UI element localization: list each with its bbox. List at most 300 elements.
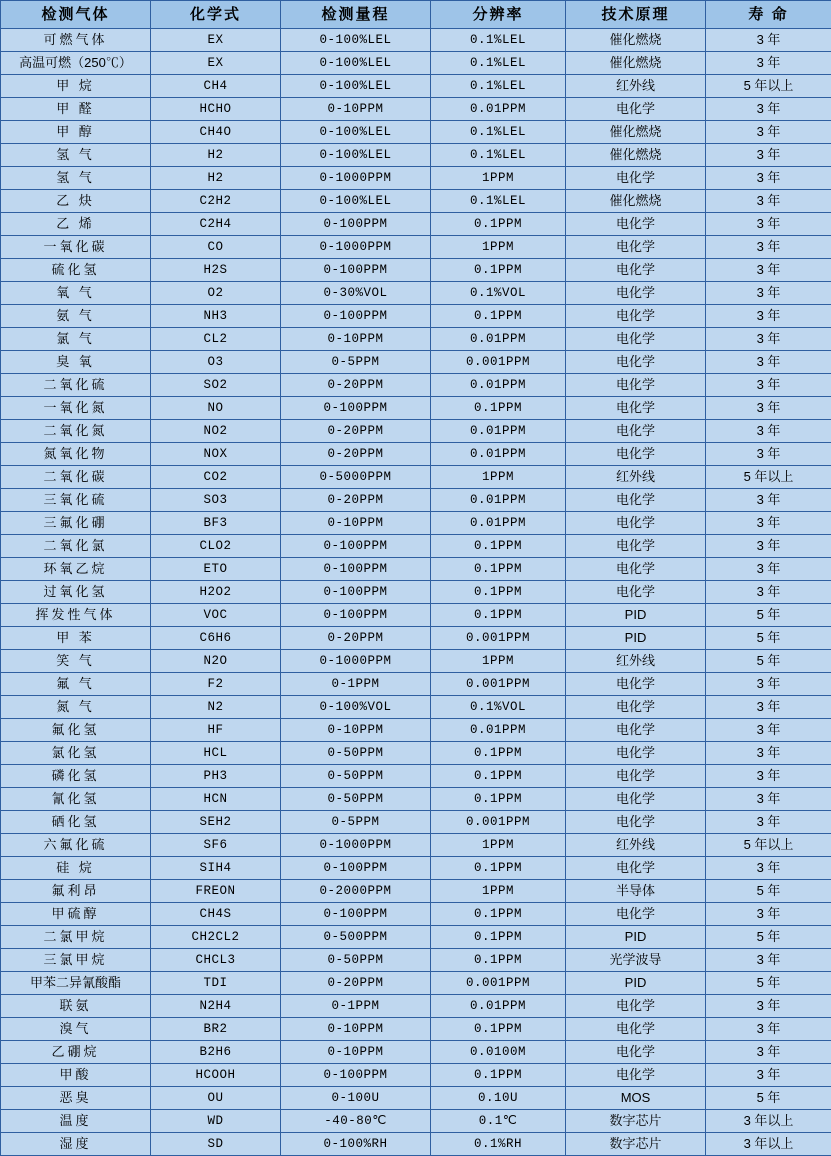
cell-gas-name: 甲 醛 bbox=[1, 98, 151, 121]
cell-lifetime: 3 年 bbox=[706, 857, 831, 880]
cell-resolution: 0.001PPM bbox=[431, 811, 566, 834]
cell-chemical-formula: SF6 bbox=[151, 834, 281, 857]
cell-resolution: 0.1%LEL bbox=[431, 75, 566, 98]
cell-technical-principle: 电化学 bbox=[566, 788, 706, 811]
cell-detection-range: 0-100PPM bbox=[281, 857, 431, 880]
cell-lifetime: 3 年 bbox=[706, 719, 831, 742]
cell-gas-name: 可燃气体 bbox=[1, 29, 151, 52]
cell-resolution: 0.1PPM bbox=[431, 581, 566, 604]
cell-detection-range: 0-50PPM bbox=[281, 788, 431, 811]
table-row bbox=[1, 144, 831, 167]
cell-technical-principle: 电化学 bbox=[566, 489, 706, 512]
cell-chemical-formula: SEH2 bbox=[151, 811, 281, 834]
table-row bbox=[1, 1064, 831, 1087]
cell-gas-name: 氨 气 bbox=[1, 305, 151, 328]
cell-gas-name: 氮氧化物 bbox=[1, 443, 151, 466]
cell-resolution: 0.001PPM bbox=[431, 351, 566, 374]
table-row bbox=[1, 696, 831, 719]
cell-gas-name: 硒化氢 bbox=[1, 811, 151, 834]
table-row bbox=[1, 972, 831, 995]
cell-chemical-formula: OU bbox=[151, 1087, 281, 1110]
cell-lifetime: 5 年以上 bbox=[706, 75, 831, 98]
table-row bbox=[1, 351, 831, 374]
cell-technical-principle: 电化学 bbox=[566, 397, 706, 420]
cell-gas-name: 三氟化硼 bbox=[1, 512, 151, 535]
cell-lifetime: 3 年 bbox=[706, 1064, 831, 1087]
cell-resolution: 0.001PPM bbox=[431, 972, 566, 995]
cell-lifetime: 3 年 bbox=[706, 949, 831, 972]
cell-lifetime: 3 年 bbox=[706, 673, 831, 696]
cell-detection-range: 0-100PPM bbox=[281, 903, 431, 926]
cell-technical-principle: 电化学 bbox=[566, 995, 706, 1018]
cell-gas-name: 笑 气 bbox=[1, 650, 151, 673]
cell-resolution: 1PPM bbox=[431, 466, 566, 489]
cell-chemical-formula: CLO2 bbox=[151, 535, 281, 558]
cell-gas-name: 乙 炔 bbox=[1, 190, 151, 213]
cell-detection-range: 0-50PPM bbox=[281, 765, 431, 788]
cell-resolution: 0.1PPM bbox=[431, 765, 566, 788]
cell-chemical-formula: HF bbox=[151, 719, 281, 742]
cell-chemical-formula: N2 bbox=[151, 696, 281, 719]
table-row bbox=[1, 282, 831, 305]
cell-chemical-formula: CH4S bbox=[151, 903, 281, 926]
cell-detection-range: 0-20PPM bbox=[281, 627, 431, 650]
cell-gas-name: 氟利昂 bbox=[1, 880, 151, 903]
cell-detection-range: 0-100PPM bbox=[281, 558, 431, 581]
cell-chemical-formula: H2O2 bbox=[151, 581, 281, 604]
cell-gas-name: 乙硼烷 bbox=[1, 1041, 151, 1064]
cell-lifetime: 3 年 bbox=[706, 1041, 831, 1064]
table-row bbox=[1, 305, 831, 328]
table-row bbox=[1, 29, 831, 52]
cell-resolution: 0.1PPM bbox=[431, 305, 566, 328]
table-row bbox=[1, 98, 831, 121]
cell-gas-name: 臭 氧 bbox=[1, 351, 151, 374]
cell-detection-range: 0-100%LEL bbox=[281, 121, 431, 144]
cell-gas-name: 二氧化碳 bbox=[1, 466, 151, 489]
cell-gas-name: 甲 烷 bbox=[1, 75, 151, 98]
table-row bbox=[1, 328, 831, 351]
cell-chemical-formula: WD bbox=[151, 1110, 281, 1133]
table-row bbox=[1, 834, 831, 857]
cell-technical-principle: 红外线 bbox=[566, 650, 706, 673]
cell-gas-name: 甲 苯 bbox=[1, 627, 151, 650]
cell-detection-range: 0-10PPM bbox=[281, 1041, 431, 1064]
cell-gas-name: 三氯甲烷 bbox=[1, 949, 151, 972]
cell-detection-range: 0-100PPM bbox=[281, 397, 431, 420]
cell-lifetime: 5 年 bbox=[706, 1087, 831, 1110]
table-row bbox=[1, 397, 831, 420]
cell-gas-name: 一氧化氮 bbox=[1, 397, 151, 420]
cell-technical-principle: 催化燃烧 bbox=[566, 29, 706, 52]
cell-chemical-formula: F2 bbox=[151, 673, 281, 696]
table-row bbox=[1, 443, 831, 466]
table-row bbox=[1, 581, 831, 604]
cell-lifetime: 5 年 bbox=[706, 926, 831, 949]
cell-resolution: 0.1PPM bbox=[431, 742, 566, 765]
cell-lifetime: 3 年 bbox=[706, 305, 831, 328]
table-row bbox=[1, 880, 831, 903]
cell-technical-principle: 电化学 bbox=[566, 305, 706, 328]
cell-lifetime: 5 年以上 bbox=[706, 834, 831, 857]
cell-detection-range: 0-5PPM bbox=[281, 811, 431, 834]
cell-lifetime: 3 年 bbox=[706, 259, 831, 282]
cell-gas-name: 氢 气 bbox=[1, 144, 151, 167]
cell-gas-name: 甲苯二异氰酸酯 bbox=[1, 972, 151, 995]
cell-technical-principle: 数字芯片 bbox=[566, 1110, 706, 1133]
cell-chemical-formula: FREON bbox=[151, 880, 281, 903]
cell-chemical-formula: H2S bbox=[151, 259, 281, 282]
table-row bbox=[1, 121, 831, 144]
cell-detection-range: 0-100PPM bbox=[281, 259, 431, 282]
cell-resolution: 0.01PPM bbox=[431, 328, 566, 351]
cell-detection-range: 0-50PPM bbox=[281, 742, 431, 765]
cell-chemical-formula: N2H4 bbox=[151, 995, 281, 1018]
cell-gas-name: 磷化氢 bbox=[1, 765, 151, 788]
cell-resolution: 0.1%LEL bbox=[431, 29, 566, 52]
cell-resolution: 0.01PPM bbox=[431, 443, 566, 466]
column-header-range: 检测量程 bbox=[281, 1, 431, 29]
cell-chemical-formula: ETO bbox=[151, 558, 281, 581]
table-row bbox=[1, 466, 831, 489]
cell-gas-name: 硫化氢 bbox=[1, 259, 151, 282]
cell-lifetime: 5 年 bbox=[706, 880, 831, 903]
cell-detection-range: 0-100PPM bbox=[281, 213, 431, 236]
cell-detection-range: 0-100%LEL bbox=[281, 190, 431, 213]
cell-resolution: 0.1PPM bbox=[431, 857, 566, 880]
cell-lifetime: 3 年 bbox=[706, 512, 831, 535]
cell-lifetime: 3 年 bbox=[706, 282, 831, 305]
cell-technical-principle: 电化学 bbox=[566, 167, 706, 190]
cell-chemical-formula: CH2CL2 bbox=[151, 926, 281, 949]
cell-chemical-formula: CHCL3 bbox=[151, 949, 281, 972]
cell-gas-name: 环氧乙烷 bbox=[1, 558, 151, 581]
cell-detection-range: 0-30%VOL bbox=[281, 282, 431, 305]
cell-technical-principle: 电化学 bbox=[566, 696, 706, 719]
cell-gas-name: 挥发性气体 bbox=[1, 604, 151, 627]
cell-resolution: 0.1%VOL bbox=[431, 696, 566, 719]
table-row bbox=[1, 213, 831, 236]
cell-resolution: 1PPM bbox=[431, 650, 566, 673]
table-row bbox=[1, 765, 831, 788]
cell-resolution: 0.001PPM bbox=[431, 627, 566, 650]
cell-technical-principle: 光学波导 bbox=[566, 949, 706, 972]
cell-resolution: 1PPM bbox=[431, 167, 566, 190]
cell-detection-range: 0-20PPM bbox=[281, 420, 431, 443]
cell-detection-range: 0-1000PPM bbox=[281, 650, 431, 673]
table-header bbox=[1, 1, 831, 29]
cell-lifetime: 3 年 bbox=[706, 144, 831, 167]
cell-detection-range: 0-100%LEL bbox=[281, 29, 431, 52]
table-row bbox=[1, 259, 831, 282]
column-header-lifetime: 寿 命 bbox=[706, 1, 831, 29]
cell-lifetime: 5 年以上 bbox=[706, 466, 831, 489]
cell-lifetime: 3 年 bbox=[706, 995, 831, 1018]
cell-resolution: 0.1PPM bbox=[431, 397, 566, 420]
cell-technical-principle: 电化学 bbox=[566, 420, 706, 443]
cell-technical-principle: 电化学 bbox=[566, 1018, 706, 1041]
cell-detection-range: 0-100%RH bbox=[281, 1133, 431, 1156]
cell-resolution: 0.1%VOL bbox=[431, 282, 566, 305]
cell-resolution: 0.1PPM bbox=[431, 788, 566, 811]
cell-chemical-formula: N2O bbox=[151, 650, 281, 673]
cell-lifetime: 3 年 bbox=[706, 489, 831, 512]
cell-gas-name: 氯 气 bbox=[1, 328, 151, 351]
cell-lifetime: 3 年 bbox=[706, 1018, 831, 1041]
cell-technical-principle: 红外线 bbox=[566, 75, 706, 98]
cell-resolution: 0.01PPM bbox=[431, 420, 566, 443]
cell-resolution: 0.1%LEL bbox=[431, 121, 566, 144]
cell-technical-principle: 电化学 bbox=[566, 903, 706, 926]
cell-chemical-formula: H2 bbox=[151, 144, 281, 167]
cell-resolution: 0.1PPM bbox=[431, 926, 566, 949]
table-row bbox=[1, 374, 831, 397]
cell-chemical-formula: O2 bbox=[151, 282, 281, 305]
cell-gas-name: 二氯甲烷 bbox=[1, 926, 151, 949]
cell-resolution: 1PPM bbox=[431, 834, 566, 857]
table-body bbox=[1, 29, 831, 1156]
table-row bbox=[1, 857, 831, 880]
cell-technical-principle: 电化学 bbox=[566, 213, 706, 236]
cell-gas-name: 硅 烷 bbox=[1, 857, 151, 880]
cell-technical-principle: 催化燃烧 bbox=[566, 121, 706, 144]
cell-lifetime: 3 年 bbox=[706, 190, 831, 213]
cell-detection-range: 0-10PPM bbox=[281, 98, 431, 121]
cell-detection-range: 0-20PPM bbox=[281, 443, 431, 466]
table-row bbox=[1, 1087, 831, 1110]
cell-lifetime: 3 年 bbox=[706, 742, 831, 765]
column-header-formula: 化学式 bbox=[151, 1, 281, 29]
cell-resolution: 0.1PPM bbox=[431, 903, 566, 926]
cell-lifetime: 3 年 bbox=[706, 696, 831, 719]
cell-gas-name: 甲硫醇 bbox=[1, 903, 151, 926]
cell-technical-principle: 电化学 bbox=[566, 98, 706, 121]
table-row bbox=[1, 1133, 831, 1156]
cell-technical-principle: PID bbox=[566, 926, 706, 949]
table-row bbox=[1, 190, 831, 213]
cell-gas-name: 乙 烯 bbox=[1, 213, 151, 236]
cell-gas-name: 氰化氢 bbox=[1, 788, 151, 811]
cell-technical-principle: 电化学 bbox=[566, 328, 706, 351]
cell-lifetime: 3 年 bbox=[706, 351, 831, 374]
cell-resolution: 0.01PPM bbox=[431, 489, 566, 512]
column-header-gas: 检测气体 bbox=[1, 1, 151, 29]
cell-detection-range: 0-100%VOL bbox=[281, 696, 431, 719]
cell-detection-range: 0-1000PPM bbox=[281, 236, 431, 259]
cell-chemical-formula: HCN bbox=[151, 788, 281, 811]
cell-lifetime: 3 年 bbox=[706, 52, 831, 75]
table-row bbox=[1, 627, 831, 650]
cell-lifetime: 3 年以上 bbox=[706, 1110, 831, 1133]
cell-technical-principle: 电化学 bbox=[566, 259, 706, 282]
cell-resolution: 0.01PPM bbox=[431, 995, 566, 1018]
cell-chemical-formula: HCOOH bbox=[151, 1064, 281, 1087]
cell-lifetime: 3 年 bbox=[706, 167, 831, 190]
cell-lifetime: 3 年 bbox=[706, 29, 831, 52]
table-row bbox=[1, 742, 831, 765]
cell-chemical-formula: BR2 bbox=[151, 1018, 281, 1041]
table-row bbox=[1, 1018, 831, 1041]
table-row bbox=[1, 673, 831, 696]
cell-technical-principle: 电化学 bbox=[566, 558, 706, 581]
cell-gas-name: 甲 醇 bbox=[1, 121, 151, 144]
cell-resolution: 0.10U bbox=[431, 1087, 566, 1110]
cell-lifetime: 5 年 bbox=[706, 604, 831, 627]
cell-technical-principle: 催化燃烧 bbox=[566, 144, 706, 167]
cell-resolution: 1PPM bbox=[431, 236, 566, 259]
cell-resolution: 0.1%LEL bbox=[431, 190, 566, 213]
table-row bbox=[1, 1110, 831, 1133]
cell-detection-range: 0-1000PPM bbox=[281, 834, 431, 857]
cell-lifetime: 3 年以上 bbox=[706, 1133, 831, 1156]
column-header-principle: 技术原理 bbox=[566, 1, 706, 29]
cell-chemical-formula: BF3 bbox=[151, 512, 281, 535]
cell-resolution: 0.1PPM bbox=[431, 1064, 566, 1087]
table-row bbox=[1, 489, 831, 512]
cell-chemical-formula: C6H6 bbox=[151, 627, 281, 650]
table-row bbox=[1, 420, 831, 443]
cell-detection-range: 0-500PPM bbox=[281, 926, 431, 949]
cell-technical-principle: 电化学 bbox=[566, 236, 706, 259]
cell-gas-name: 高温可燃（250℃） bbox=[1, 52, 151, 75]
cell-gas-name: 氧 气 bbox=[1, 282, 151, 305]
cell-chemical-formula: CH4O bbox=[151, 121, 281, 144]
cell-resolution: 0.01PPM bbox=[431, 512, 566, 535]
cell-gas-name: 氮 气 bbox=[1, 696, 151, 719]
cell-lifetime: 3 年 bbox=[706, 98, 831, 121]
cell-detection-range: 0-100PPM bbox=[281, 535, 431, 558]
table-header-row bbox=[1, 1, 831, 29]
cell-lifetime: 3 年 bbox=[706, 581, 831, 604]
cell-chemical-formula: PH3 bbox=[151, 765, 281, 788]
table-row bbox=[1, 535, 831, 558]
cell-technical-principle: 电化学 bbox=[566, 282, 706, 305]
cell-lifetime: 3 年 bbox=[706, 903, 831, 926]
cell-gas-name: 过氧化氢 bbox=[1, 581, 151, 604]
table-row bbox=[1, 512, 831, 535]
table-row bbox=[1, 903, 831, 926]
cell-gas-name: 三氧化硫 bbox=[1, 489, 151, 512]
cell-detection-range: 0-100%LEL bbox=[281, 52, 431, 75]
cell-lifetime: 3 年 bbox=[706, 420, 831, 443]
cell-detection-range: 0-10PPM bbox=[281, 719, 431, 742]
cell-resolution: 0.1%RH bbox=[431, 1133, 566, 1156]
table-row bbox=[1, 1041, 831, 1064]
cell-lifetime: 3 年 bbox=[706, 811, 831, 834]
table-row bbox=[1, 52, 831, 75]
column-header-resolution: 分辨率 bbox=[431, 1, 566, 29]
cell-technical-principle: PID bbox=[566, 627, 706, 650]
cell-detection-range: 0-20PPM bbox=[281, 489, 431, 512]
cell-gas-name: 氢 气 bbox=[1, 167, 151, 190]
cell-technical-principle: 半导体 bbox=[566, 880, 706, 903]
cell-resolution: 0.1PPM bbox=[431, 949, 566, 972]
cell-chemical-formula: NO bbox=[151, 397, 281, 420]
table-row bbox=[1, 719, 831, 742]
cell-chemical-formula: CO2 bbox=[151, 466, 281, 489]
cell-lifetime: 3 年 bbox=[706, 328, 831, 351]
cell-technical-principle: 电化学 bbox=[566, 351, 706, 374]
cell-chemical-formula: C2H2 bbox=[151, 190, 281, 213]
cell-technical-principle: 电化学 bbox=[566, 719, 706, 742]
cell-detection-range: 0-100PPM bbox=[281, 581, 431, 604]
cell-gas-name: 氟化氢 bbox=[1, 719, 151, 742]
cell-chemical-formula: EX bbox=[151, 29, 281, 52]
cell-resolution: 0.1PPM bbox=[431, 259, 566, 282]
cell-gas-name: 一氧化碳 bbox=[1, 236, 151, 259]
cell-lifetime: 3 年 bbox=[706, 397, 831, 420]
cell-technical-principle: 电化学 bbox=[566, 581, 706, 604]
table-row bbox=[1, 236, 831, 259]
cell-technical-principle: 电化学 bbox=[566, 535, 706, 558]
cell-detection-range: 0-100%LEL bbox=[281, 75, 431, 98]
cell-lifetime: 3 年 bbox=[706, 765, 831, 788]
cell-technical-principle: MOS bbox=[566, 1087, 706, 1110]
cell-detection-range: 0-100U bbox=[281, 1087, 431, 1110]
cell-detection-range: 0-10PPM bbox=[281, 328, 431, 351]
cell-detection-range: 0-100%LEL bbox=[281, 144, 431, 167]
cell-technical-principle: 电化学 bbox=[566, 1041, 706, 1064]
cell-technical-principle: 电化学 bbox=[566, 811, 706, 834]
cell-gas-name: 氯化氢 bbox=[1, 742, 151, 765]
cell-gas-name: 甲酸 bbox=[1, 1064, 151, 1087]
cell-chemical-formula: CL2 bbox=[151, 328, 281, 351]
cell-gas-name: 温度 bbox=[1, 1110, 151, 1133]
cell-chemical-formula: HCHO bbox=[151, 98, 281, 121]
table-row bbox=[1, 949, 831, 972]
cell-lifetime: 5 年 bbox=[706, 627, 831, 650]
cell-resolution: 0.01PPM bbox=[431, 719, 566, 742]
cell-resolution: 0.01PPM bbox=[431, 374, 566, 397]
cell-technical-principle: PID bbox=[566, 972, 706, 995]
table-row bbox=[1, 788, 831, 811]
cell-detection-range: 0-20PPM bbox=[281, 972, 431, 995]
cell-chemical-formula: C2H4 bbox=[151, 213, 281, 236]
cell-chemical-formula: O3 bbox=[151, 351, 281, 374]
cell-technical-principle: 电化学 bbox=[566, 374, 706, 397]
cell-technical-principle: PID bbox=[566, 604, 706, 627]
cell-technical-principle: 电化学 bbox=[566, 1064, 706, 1087]
cell-technical-principle: 电化学 bbox=[566, 673, 706, 696]
cell-chemical-formula: HCL bbox=[151, 742, 281, 765]
cell-lifetime: 3 年 bbox=[706, 535, 831, 558]
cell-detection-range: 0-1PPM bbox=[281, 673, 431, 696]
cell-lifetime: 3 年 bbox=[706, 788, 831, 811]
cell-technical-principle: 电化学 bbox=[566, 765, 706, 788]
cell-chemical-formula: NOX bbox=[151, 443, 281, 466]
cell-detection-range: 0-10PPM bbox=[281, 512, 431, 535]
cell-technical-principle: 催化燃烧 bbox=[566, 190, 706, 213]
cell-resolution: 0.1PPM bbox=[431, 213, 566, 236]
cell-detection-range: 0-100PPM bbox=[281, 305, 431, 328]
table-row bbox=[1, 811, 831, 834]
cell-resolution: 0.01PPM bbox=[431, 98, 566, 121]
cell-detection-range: 0-50PPM bbox=[281, 949, 431, 972]
cell-lifetime: 3 年 bbox=[706, 236, 831, 259]
table-row bbox=[1, 167, 831, 190]
cell-gas-name: 二氧化氮 bbox=[1, 420, 151, 443]
cell-lifetime: 5 年 bbox=[706, 972, 831, 995]
cell-resolution: 0.001PPM bbox=[431, 673, 566, 696]
cell-resolution: 0.1%LEL bbox=[431, 144, 566, 167]
cell-detection-range: 0-100PPM bbox=[281, 1064, 431, 1087]
cell-resolution: 0.1PPM bbox=[431, 535, 566, 558]
cell-chemical-formula: B2H6 bbox=[151, 1041, 281, 1064]
cell-lifetime: 3 年 bbox=[706, 121, 831, 144]
cell-chemical-formula: CH4 bbox=[151, 75, 281, 98]
cell-resolution: 1PPM bbox=[431, 880, 566, 903]
cell-lifetime: 3 年 bbox=[706, 374, 831, 397]
